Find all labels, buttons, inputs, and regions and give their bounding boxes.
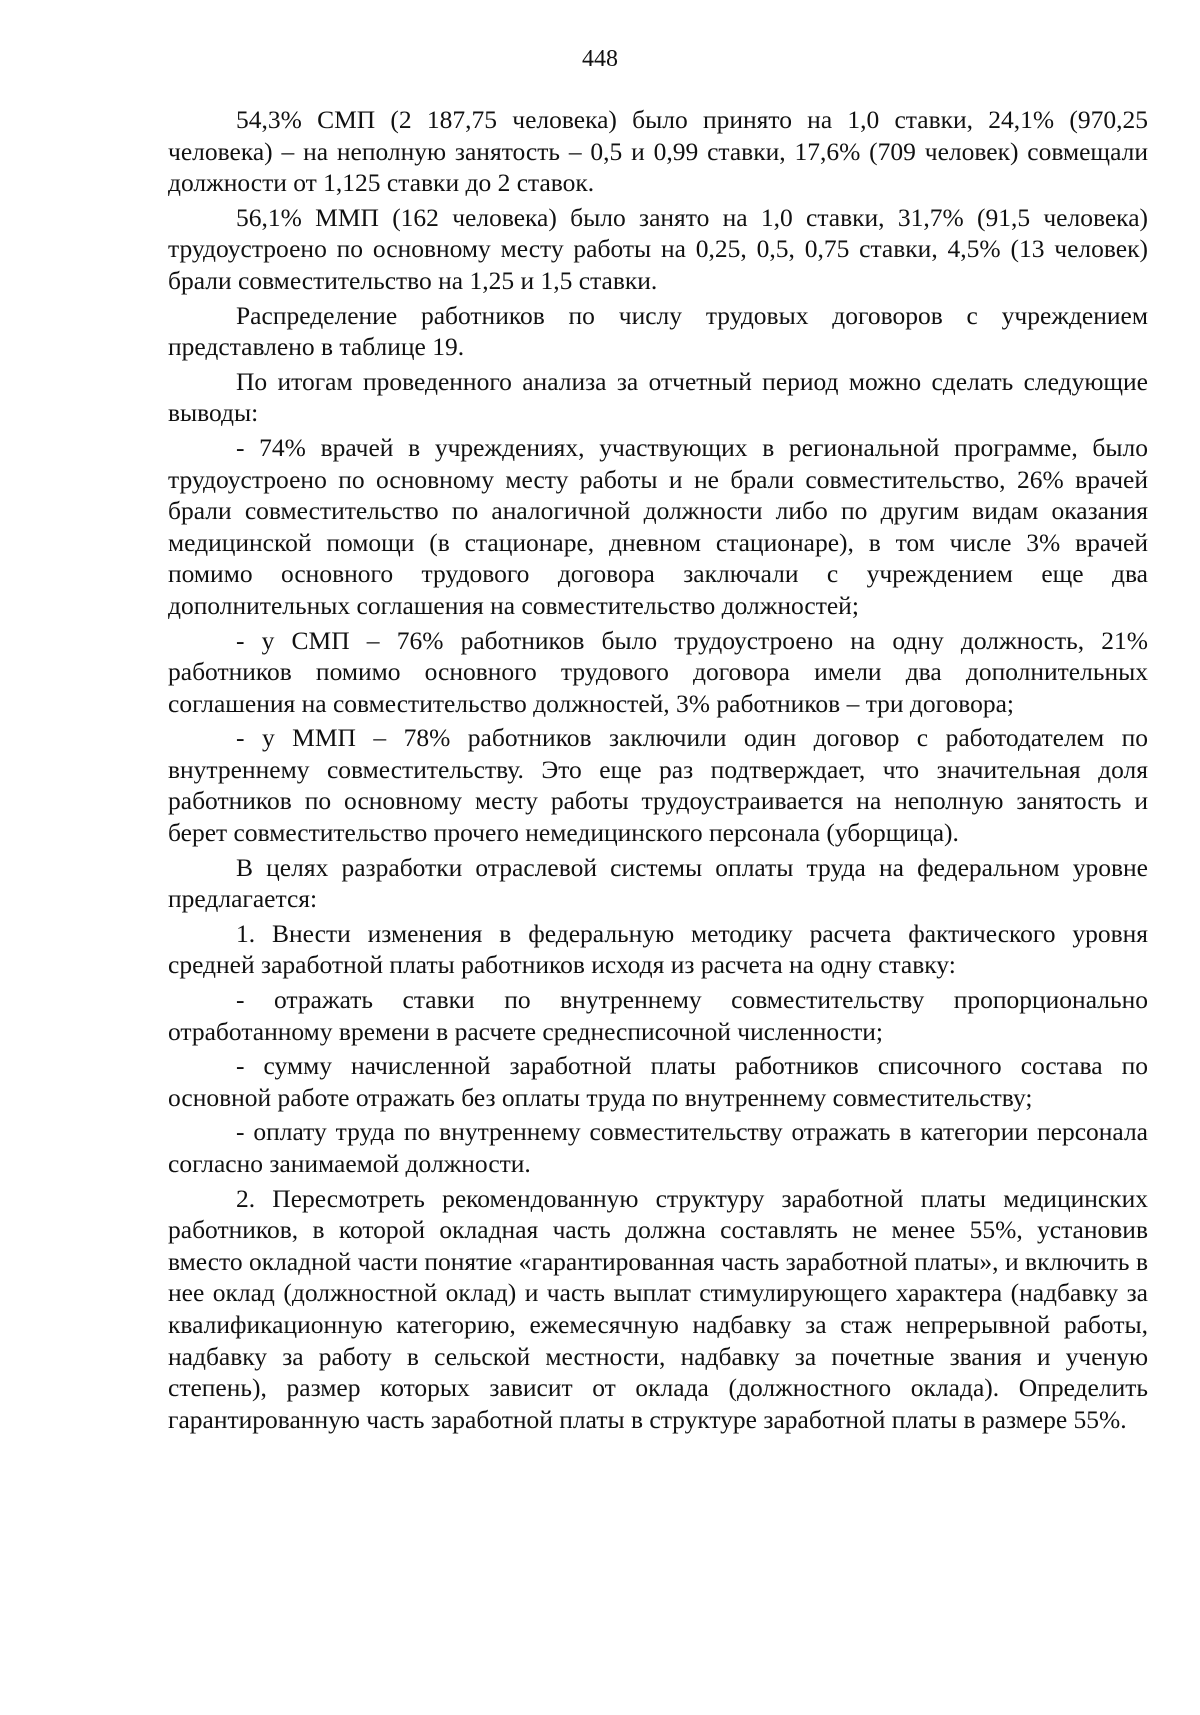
paragraph-proposals-intro: В целях разработки отраслевой системы оплаты труда на федеральном уровне предлагается:	[168, 852, 1148, 914]
page-number: 448	[582, 46, 618, 72]
paragraph-conclusions-intro: По итогам проведенного анализа за отчетный период можно сделать следующие выводы:	[168, 366, 1148, 428]
paragraph-proposal-1c: - оплату труда по внутреннему совместительству отражать в категории персонала согласно занимаемой должности.	[168, 1117, 1148, 1178]
paragraph-mmp-staffing: 56,1% ММП (162 человека) было занято на 1,0 ставки, 31,7% (91,5 человека) трудоустроено по основному месту работы на 0,25, 0,5, 0,75 ставки, 4,5% (13 человек) брали совместительство на 1,25 и 1,5 ставки.	[168, 202, 1148, 295]
paragraph-proposal-2: 2. Пересмотреть рекомендованную структуру заработной платы медицинских работников, в которой окладная часть должна составлять не менее 55%, установив вместо окладной части понятие «гарантированная часть заработной платы», и включить в нее оклад (должностной оклад) и часть выплат стимулирующего характера (надбавку за квалификационную категорию, ежемесячную надбавку за стаж непрерывной работы, надбавку за работу в сельской местности, надбавку за почетные звания и ученую степень), размер которых зависит от оклада (должностного оклада). Определить гарантированную часть заработной платы в структуре заработной платы в размере 55%.	[168, 1183, 1148, 1434]
paragraph-conclusion-smp: - у СМП – 76% работников было трудоустроено на одну должность, 21% работников помимо основного трудового договора имели два дополнительных соглашения на совместительство должностей, 3% работников – три договора;	[168, 625, 1148, 718]
body-text	[168, 104, 1148, 1438]
paragraph-conclusion-doctors: - 74% врачей в учреждениях, участвующих в региональной программе, было трудоустроено по основному месту работы и не брали совместительство, 26% врачей брали совместительство по аналогичной должности либо по другим видам оказания медицинской помощи (в стационаре, дневном стационаре), в том числе 3% врачей помимо основного трудового договора заключали с учреждением еще два дополнительных соглашения на совместительство должностей;	[168, 432, 1148, 620]
paragraph-contracts-distribution: Распределение работников по числу трудовых договоров с учреждением представлено в таблице 19.	[168, 300, 1148, 362]
paragraph-proposal-1: 1. Внести изменения в федеральную методику расчета фактического уровня средней заработной платы работников исходя из расчета на одну ставку:	[168, 918, 1148, 980]
paragraph-proposal-1a: - отражать ставки по внутреннему совместительству пропорционально отработанному времени в расчете среднесписочной численности;	[168, 985, 1148, 1046]
paragraph-smp-staffing: 54,3% СМП (2 187,75 человека) было принято на 1,0 ставки, 24,1% (970,25 человека) – на неполную занятость – 0,5 и 0,99 ставки, 17,6% (709 человек) совмещали должности от 1,125 ставки до 2 ставок.	[168, 105, 1148, 198]
paragraph-proposal-1b: - сумму начисленной заработной платы работников списочного состава по основной работе отражать без оплаты труда по внутреннему совместительству;	[168, 1051, 1148, 1112]
paragraph-conclusion-mmp: - у ММП – 78% работников заключили один договор с работодателем по внутреннему совместительству. Это еще раз подтверждает, что значительная доля работников по основному месту работы трудоустраивается на неполную занятость и берет совместительство прочего немедицинского персонала (уборщица).	[168, 723, 1148, 848]
